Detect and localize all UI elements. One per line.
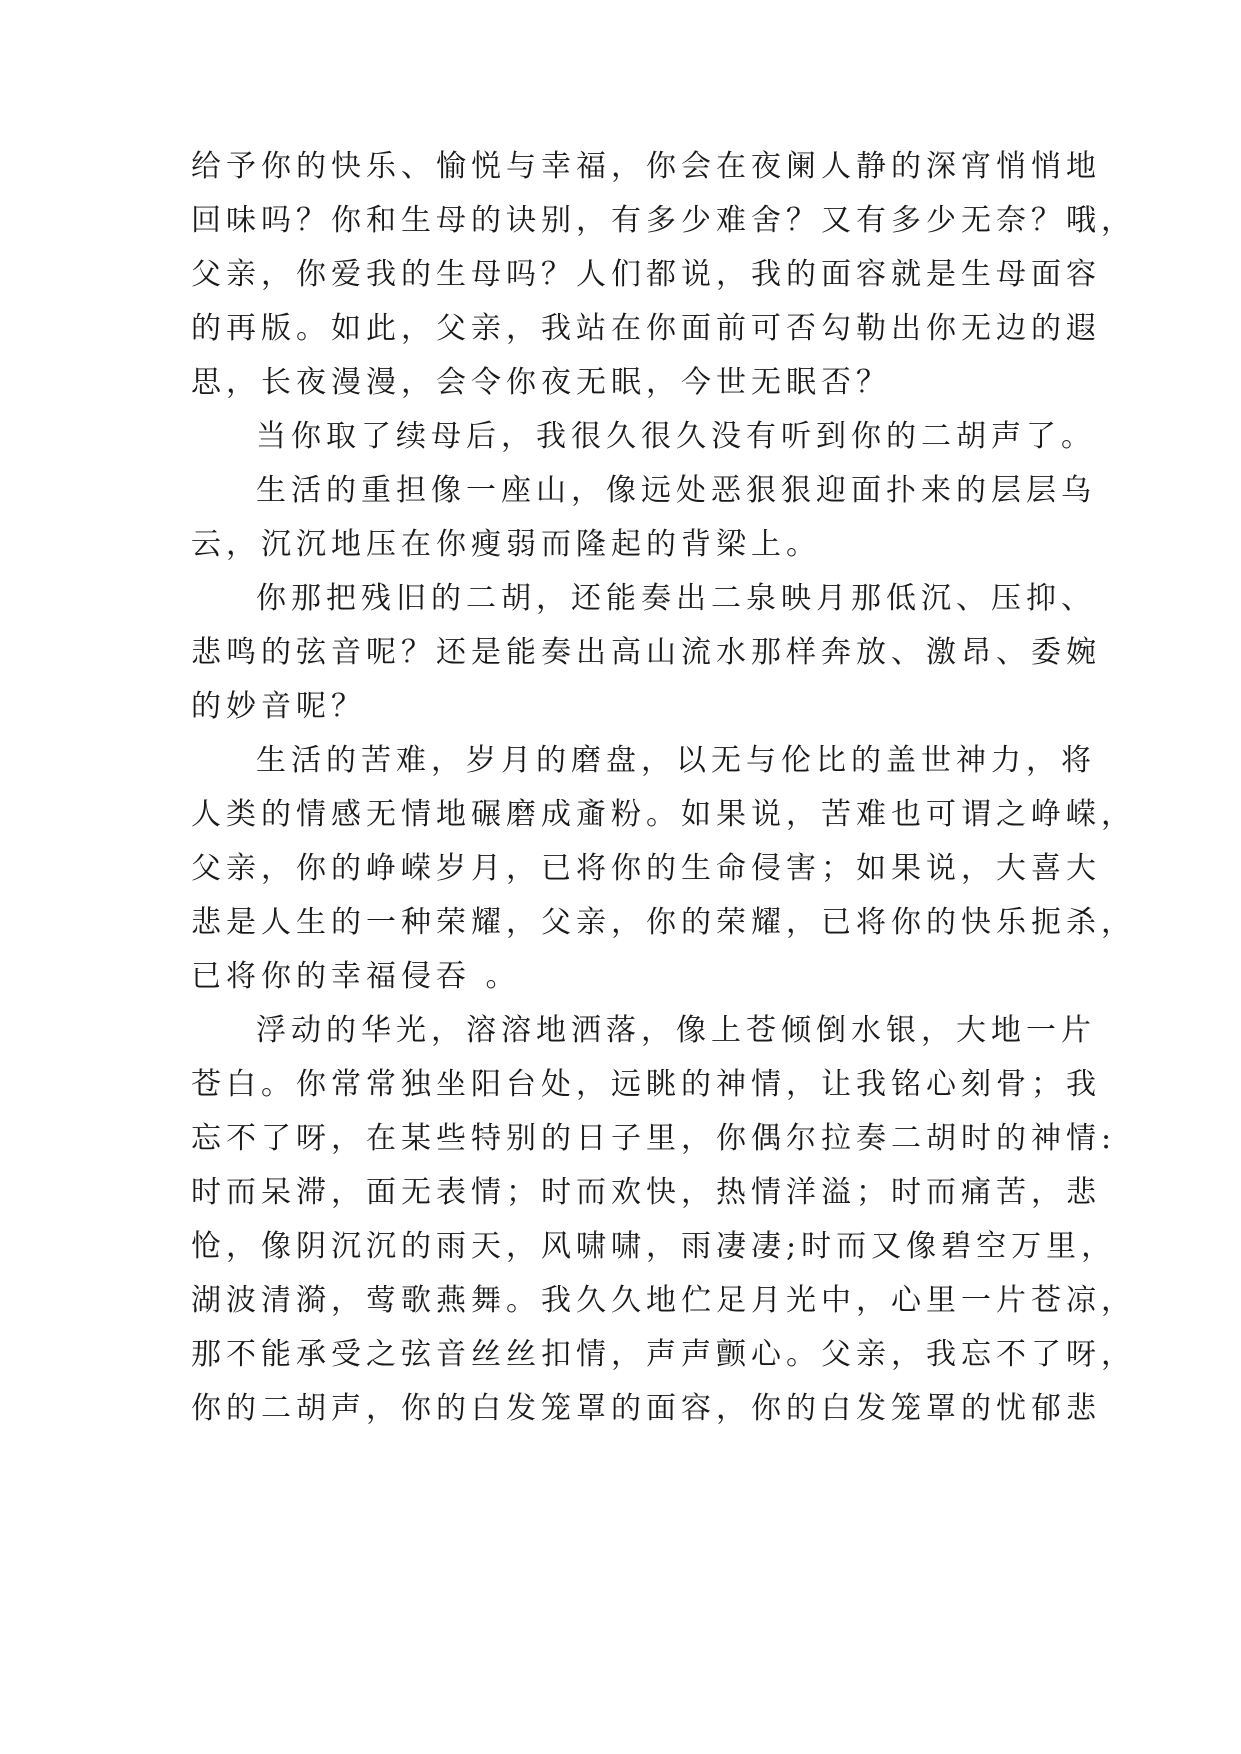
text-line: 给予你的快乐、愉悦与幸福，你会在夜阑人静的深宵悄悄地 (191, 149, 1101, 184)
text-line: 悲是人生的一种荣耀，父亲，你的荣耀，已将你的快乐扼杀， (191, 905, 1136, 940)
text-line: 怆，像阴沉沉的雨天，风啸啸，雨凄凄;时而又像碧空万里， (191, 1229, 1117, 1264)
text-line: 湖波清漪，莺歌燕舞。我久久地伫足月光中，心里一片苍凉， (191, 1283, 1136, 1318)
text-line: 的再版。如此，父亲，我站在你面前可否勾勒出你无边的遐 (191, 311, 1101, 346)
text-line: 悲鸣的弦音呢？还是能奏出高山流水那样奔放、激昂、委婉 (191, 635, 1101, 670)
text-line: 时而呆滞，面无表情；时而欢快，热情洋溢；时而痛苦，悲 (191, 1175, 1101, 1210)
text-line: 苍白。你常常独坐阳台处，远眺的神情，让我铭心刻骨；我 (191, 1067, 1101, 1102)
text-line: 你的二胡声，你的白发笼罩的面容，你的白发笼罩的忧郁悲 (191, 1391, 1101, 1426)
text-line: 人类的情感无情地碾磨成齑粉。如果说，苦难也可谓之峥嵘， (191, 797, 1136, 832)
text-line: 回味吗？你和生母的诀别，有多少难舍？又有多少无奈？哦， (191, 203, 1136, 238)
paragraph-first-line: 当你取了续母后，我很久很久没有听到你的二胡声了。 (256, 419, 1096, 454)
paragraph-first-line: 浮动的华光，溶溶地洒落，像上苍倾倒水银，大地一片 (256, 1013, 1096, 1048)
text-line: 那不能承受之弦音丝丝扣情，声声颤心。父亲，我忘不了呀， (191, 1337, 1136, 1372)
paragraph-first-line: 生活的苦难，岁月的磨盘，以无与伦比的盖世神力，将 (256, 743, 1096, 778)
text-line: 父亲，你爱我的生母吗？人们都说，我的面容就是生母面容 (191, 257, 1101, 292)
text-line: 思，长夜漫漫，会令你夜无眠，今世无眠否？ (191, 365, 891, 400)
text-line: 的妙音呢？ (191, 689, 366, 724)
text-line: 云，沉沉地压在你瘦弱而隆起的背梁上。 (191, 527, 821, 562)
paragraph-first-line: 生活的重担像一座山，像远处恶狠狠迎面扑来的层层乌 (256, 473, 1096, 508)
paragraph-first-line: 你那把残旧的二胡，还能奏出二泉映月那低沉、压抑、 (256, 581, 1096, 616)
text-line: 忘不了呀，在某些特别的日子里，你偶尔拉奏二胡时的神情: (191, 1121, 1117, 1156)
text-line: 父亲，你的峥嵘岁月，已将你的生命侵害；如果说，大喜大 (191, 851, 1101, 886)
text-line: 已将你的幸福侵吞 。 (191, 959, 521, 994)
